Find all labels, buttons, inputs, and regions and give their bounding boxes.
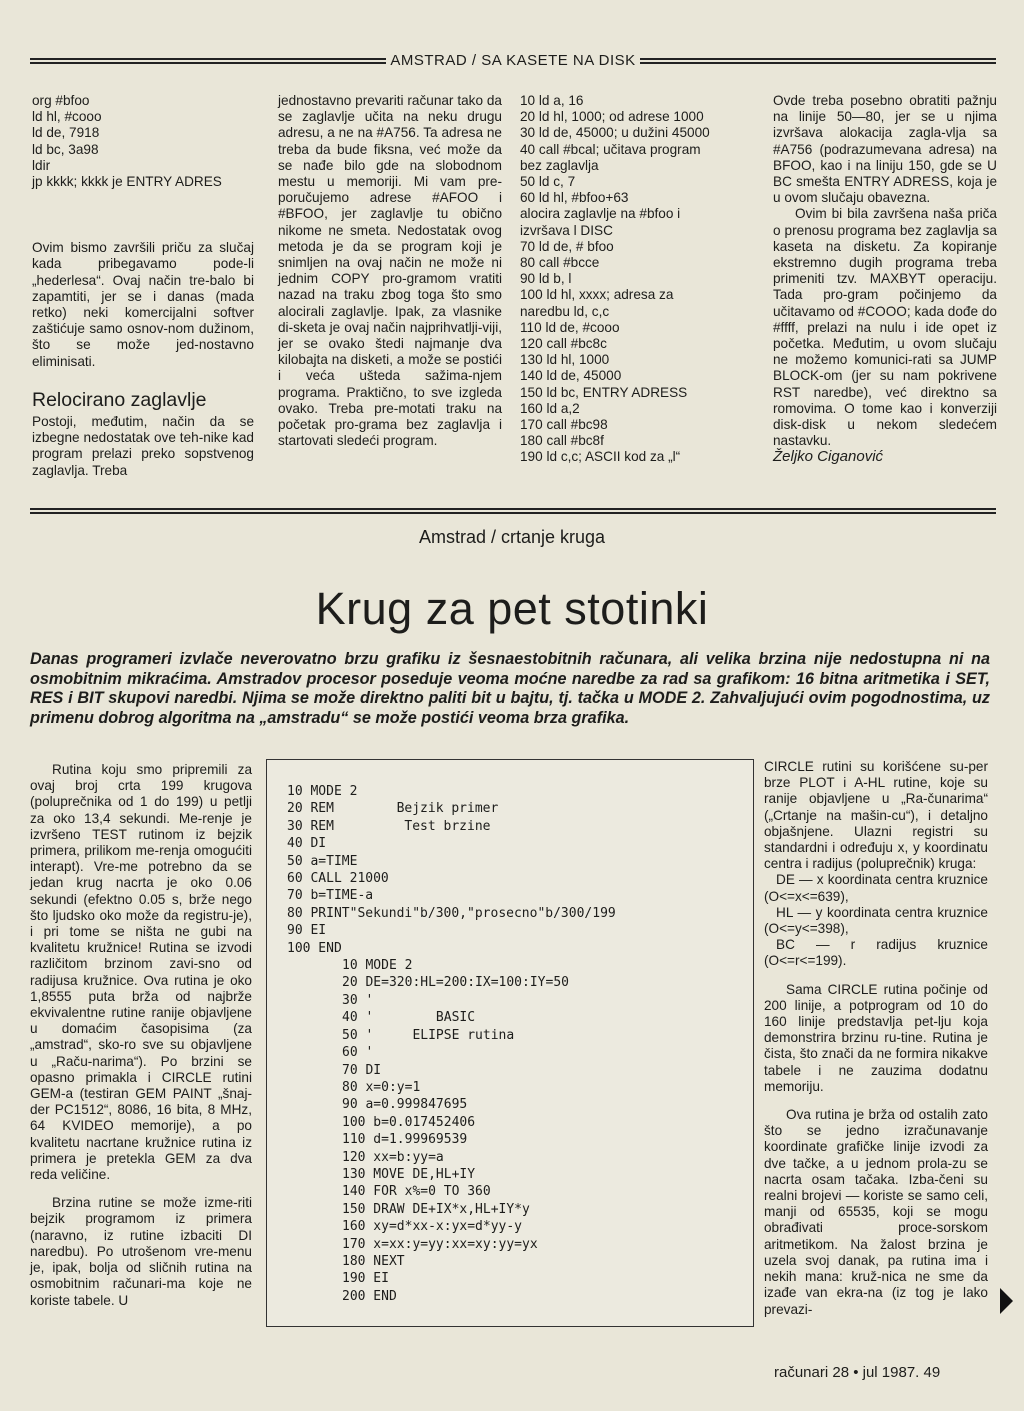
listing-line: 200 END: [342, 1288, 397, 1304]
code-line: 60 ld hl, #bfoo+63: [520, 190, 629, 206]
asm-listing: [32, 93, 254, 190]
paragraph: Sama CIRCLE rutina počinje od 200 linije, a potprogram od 10 do 160 linije predstavlja pet-lju koja demonstrira brzinu ru-tine. Rutina je čista, što znači da ne formira nikakve tabele i ne zauzima dodatnu memoriju.: [764, 981, 988, 1094]
code-line: 120 call #bc8c: [520, 336, 607, 352]
top-column-4: [773, 93, 997, 466]
listing-line: 20 DE=320:HL=200:IX=100:IY=50: [342, 975, 569, 991]
code-line: ld de, 7918: [32, 125, 100, 141]
code-line: 130 ld hl, 1000: [520, 352, 610, 368]
listing-line: 30 REM Test brzine: [287, 818, 491, 834]
listing-line: 110 d=1.99969539: [342, 1132, 468, 1148]
listing-line: 160 xy=d*xx-x:yx=d*yy-y: [342, 1219, 523, 1235]
code-line: 70 ld de, # bfoo: [520, 238, 614, 254]
code-line: bez zaglavlja: [520, 157, 599, 173]
basic-listing-box: [266, 759, 754, 1327]
rule-right: [640, 58, 996, 64]
paragraph: Postoji, međutim, način da se izbegne nedostatak ove teh-nike kad program prelazi preko sopstvenog zaglavlja. Treba: [32, 414, 254, 478]
code-line: 30 ld de, 45000; u dužini 45000: [520, 125, 710, 141]
listing-line: 120 xx=b:yy=a: [342, 1149, 444, 1165]
article-separator-rule: [30, 508, 996, 514]
register-line: BC — r radijus kruznice (O<=r<=199).: [764, 937, 988, 969]
article-headline: Krug za pet stotinki: [315, 583, 709, 634]
code-line: ld hl, #cooo: [32, 109, 102, 125]
listing-line: 20 REM Bejzik primer: [287, 801, 499, 817]
listing-line: 60 ': [342, 1045, 374, 1061]
continue-arrow-icon: [1000, 1288, 1013, 1314]
listing-line: 80 PRINT"Sekundi"b/300,"prosecno"b/300/199: [287, 905, 616, 921]
article-section-title: Amstrad / crtanje kruga: [418, 527, 606, 547]
paragraph: Ovim bismo završili priču za slučaj kada pribegavamo pode-li „hederlesa“. Ovaj način tre-balo bi zapamtiti, jer se i danas (mada retko) neki komercijalni softver zaštićuje samo osnov-nom dužinom, što se može jed-nostavno eliminisati.: [32, 240, 254, 369]
code-line: 20 ld hl, 1000; od adrese 1000: [520, 109, 704, 125]
code-line: ld bc, 3a98: [32, 141, 99, 157]
register-line: HL — y koordinata centra kruznice (O<=y<=398),: [764, 904, 988, 937]
listing-line: 140 FOR x%=0 TO 360: [342, 1184, 491, 1200]
rule: [30, 508, 996, 514]
listing-line: 170 x=xx:y=yy:xx=xy:yy=yx: [342, 1236, 538, 1252]
code-line: 110 ld de, #cooo: [520, 319, 620, 335]
listing-line: 90 a=0.999847695: [342, 1097, 468, 1113]
listing-line: 70 b=TIME-a: [287, 888, 374, 904]
code-line: ldir: [32, 157, 51, 173]
listing-line: 150 DRAW DE+IX*x,HL+IY*y: [342, 1201, 530, 1217]
code-line: 140 ld de, 45000: [520, 368, 622, 384]
paragraph: Ovde treba posebno obratiti pažnju na linije 50—80, jer se u njima izvršava alokacija zagla-vlja sa #A756 (podrazumevana adresa) na BFOO, kao i na liniju 150, gde se U BC smešta ENTRY ADRESS, koja je u ovom slučaju obavezna.: [773, 93, 997, 206]
listing-line: 130 MOVE DE,HL+IY: [342, 1166, 476, 1182]
code-line: 180 call #bc8f: [520, 433, 604, 449]
author-signature: Željko Ciganović: [773, 448, 884, 466]
paragraph: Brzina rutine se može izme-riti bejzik programom iz primera (naravno, iz rutine izbaciti DI naredbu). Po utrošenom vre-menu je, ipak, bolja od sličnih rutina na osmobitnim računari-ma koje ne koriste tabele. U: [30, 1195, 252, 1308]
rule-left: [30, 58, 386, 64]
listing-line: 40 ' BASIC: [342, 1010, 476, 1026]
listing-line: 100 END: [287, 940, 342, 956]
top-column-1: [32, 93, 254, 479]
code-line: 160 ld a,2: [520, 400, 580, 416]
paragraph: CIRCLE rutini su korišćene su-per brze PLOT i A-HL rutine, koje su ranije objavljene u „Ra-čunarima“ („Crtanje na mašin-cu“), i detaljno objašnjene. Ulazni registri su standardni i određuju x, y koordinatu centra i radijus (poluprečnik) kruga:: [764, 759, 988, 872]
listing-line: 90 EI: [287, 923, 327, 939]
code-line: izvršava l DISC: [520, 222, 613, 238]
code-line: 90 ld b, l: [520, 271, 572, 287]
paragraph: Ova rutina je brža od ostalih zato što se jedno izračunavanje koordinate grafičke linije izvodi za dve tačke, a u jednom prola-zu se nacrta osam tačaka. Izba-čeni su realni brojevi — koriste se samo celi, manji od 65535, koji se mogu obrađivati proce-sorskom aritmetikom. Na žalost brzina je uzela svoj danak, pa rutina ima i nekih mana: kruž-nica ne sme da izađe van ekra-na (iz tog je lako prevazi-: [764, 1107, 988, 1317]
listing-line: 30 ': [342, 992, 374, 1008]
paragraph: jednostavno prevariti računar tako da se zaglavlje učita na neku drugu adresu, a ne na #A756. Ta adresa ne treba da bude fiksna, već može da se nađe bilo gde na slobodnom mestu u memoriji. Mi vam pre-poručujemo adrese #AFOO i #BFOO, jer zaglavlje tu obično nikome ne smeta. Nedostatak ovog metoda je da se program koji je snimljen na ovaj način ne može ni jednim COPY pro-gramom vratiti nazad na traku zbog toga što smo alocirali zaglavlje. Ipak, za vlasnike di-sketa je ovaj način najprihvatlji-viji, jer se ovako štedi najmanje dva kilobajta na disketi, a može se postići i veća ušteda sažima-njem programa. Praktično, to sve izgleda ovako. Treba pre-motati traku na početak pro-grama bez zaglavlja i startovati sledeći program.: [278, 93, 502, 449]
listing-line: 190 EI: [342, 1271, 389, 1287]
top-column-2: [278, 93, 502, 449]
asm-listing: [520, 93, 760, 466]
code-line: naredbu ld, c,c: [520, 303, 610, 319]
code-line: 170 call #bc98: [520, 417, 608, 433]
code-line: alocira zaglavlje na #bfoo i: [520, 206, 681, 222]
section-header-rule: [30, 52, 996, 69]
listing-line: 50 a=TIME: [287, 853, 358, 869]
page-footer: računari 28 • jul 1987. 49: [774, 1364, 941, 1381]
section-header-title: AMSTRAD / SA KASETE NA DISK: [390, 52, 636, 69]
code-line: 190 ld c,c; ASCII kod za „l“: [520, 449, 681, 465]
paragraph: Rutina koju smo pripremili za ovaj broj crta 199 krugova (poluprečnika od 1 do 199) u petlji za oko 13,4 sekundi. Me-renje je izvršeno TEST rutinom iz bejzik primera, prilikom me-renja omogućiti interapt). Vre-me potrebno da se jedan krug nacrta je oko 0.06 sekundi (efektno 0.05 s, brže nego što ljudsko oko može da registru-je), i pri tome se ništa ne gubi na kvalitetu kružnice! Rutina se izvodi različitom brzinom zavi-sno od radijusa kružnice. Ova rutina je oko 1,8555 puta brža od najbrže ekvivalentne rutine ranije objavljene u domaćim časopisima (za „amstrad“, sko-ro sve su objavljene u „Raču-narima“). Po brzini se opasno primakla i CIRCLE rutini GEM-a (testiran GEM PAINT „šnaj-der PC1512“, 8086, 16 bita, 8 MHz, 64 KVIDEO memorije), a po kvalitetu nacrtane kružnice rutina iz primera je pretekla GEM za dva reda veličine.: [30, 762, 252, 1183]
code-line: 40 call #bcal; učitava program: [520, 141, 701, 157]
code-line: org #bfoo: [32, 93, 90, 108]
article-lede: Danas programeri izvlače neverovatno brzu grafiku iz šesnaestobitnih računara, ali velika brzina nije nedostupna ni na osmobitnim mikraćima. Amstradov procesor poseduje veoma moćne naredbe za rad sa grafikom: 16 bitna aritmetika i SET, RES i BIT skupovi naredbi. Njima se može direktno paliti bit u bajtu, tj. tačka u MODE 2. Zahvaljujući ovim pogodnostima, uz primenu dobrog algoritma na „amstradu“ se može postići veoma brza grafika.: [30, 650, 990, 728]
listing-line: 80 x=0:y=1: [342, 1079, 421, 1095]
code-line: 100 ld hl, xxxx; adresa za: [520, 287, 674, 303]
top-column-3: [520, 93, 760, 466]
code-line: 150 ld bc, ENTRY ADRESS: [520, 384, 688, 400]
register-line: DE — x koordinata centra kruznice (O<=x<=639),: [764, 872, 988, 904]
listing-line: 40 DI: [287, 836, 327, 852]
article-column-left: [30, 762, 252, 1309]
listing-line: 10 MODE 2: [342, 958, 413, 974]
code-line: jp kkkk; kkkk je ENTRY ADRES: [32, 174, 222, 190]
subheading: Relocirano zaglavlje: [32, 388, 207, 411]
listing-line: 10 MODE 2: [287, 784, 358, 799]
paragraph: Ovim bi bila završena naša priča o prenosu programa bez zaglavlja sa kaseta na disketu. Za kopiranje ekstremno dugih programa treba primeniti tzv. MAXBYT operaciju. Tada pro-gram počinjemo da učitavamo od #COOO; kada dođe do #ffff, prelazi na nulu i ide opet iz početka. Međutim, u ovom slučaju ne možemo komunici-rati sa JUMP BLOCK-om (jer su nam pokrivene RST naredbe), već direktno sa romovima. O tome kao i konverziji disk-disk u nekom sledećem nastavku.: [773, 206, 997, 449]
code-line: 50 ld c, 7: [520, 174, 576, 190]
listing-line: 50 ' ELIPSE rutina: [342, 1027, 515, 1043]
listing-line: 100 b=0.017452406: [342, 1114, 476, 1130]
listing-line: 60 CALL 21000: [287, 871, 389, 887]
code-line: 80 call #bcce: [520, 255, 600, 271]
code-line: 10 ld a, 16: [520, 93, 584, 108]
listing-line: 70 DI: [342, 1062, 382, 1078]
article-column-right: [764, 759, 988, 1318]
listing-line: 180 NEXT: [342, 1253, 405, 1269]
